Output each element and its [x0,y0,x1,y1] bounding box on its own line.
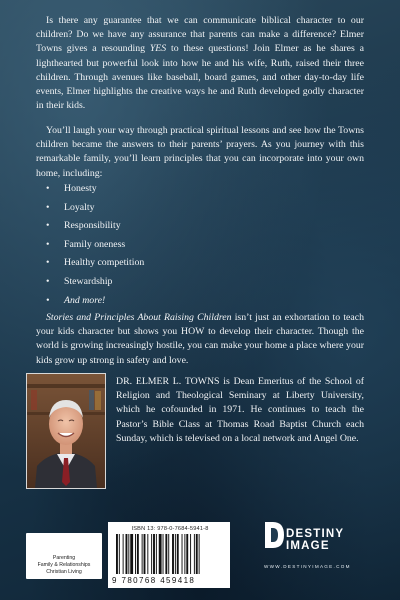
principle-item: • And more! [46,292,346,311]
barcode-bar [126,534,128,574]
principle-item: • Honesty [46,180,346,199]
barcode-bar [116,534,118,574]
barcode-bar [177,534,179,574]
publisher-name-line: IMAGE [286,540,330,552]
barcode-bar [135,534,136,574]
barcode-bar [182,534,183,574]
barcode-bar [186,534,188,574]
category-line: Family & Relationships [37,561,91,568]
barcode-bar [163,534,164,574]
barcode-bar [147,534,148,574]
barcode-panel [108,522,230,588]
barcode-bar [156,534,157,574]
book-title: Stories and Principles About Raising Children [46,312,232,323]
publisher-d-icon [262,516,286,556]
second-paragraph: You’ll laugh your way through practical spiritual lessons and see how the Towns children became the answers to their parents’ prayers. As you journey with this remarkable family, you’ll learn principles that you can incorporate into your own home, including: [36,125,364,179]
barcode-bar [130,534,133,574]
publisher-name [286,528,344,552]
author-photo [26,373,106,489]
author-portrait-image [27,374,105,488]
principles-list [46,180,346,310]
barcode-bar [151,534,152,574]
barcode-bar [165,534,167,574]
barcode-bar [142,534,143,574]
principle-item: • Loyalty [46,199,346,218]
barcode-bar [168,534,169,574]
intro-paragraph [36,14,364,113]
barcode-bar [144,534,146,574]
barcode-bar [137,534,139,574]
barcode-bar [159,534,162,574]
closing-text: isn’t just an exhortation to teach your kids character but shows you HOW to develop their character. Though the world is growing increasingly hostile, you can make your home a place where your kids grow up strong in safety and love. [36,312,364,366]
barcode-bar [123,534,124,574]
barcode-bar [194,534,195,574]
publisher-url: WWW.DESTINYIMAGE.COM [264,564,351,569]
principle-item: • Healthy competition [46,254,346,273]
author-bio: DR. ELMER L. TOWNS is Dean Emeritus of the School of Religion and Theological Seminary at Liberty University, which he cofounded in 1971. He continues to teach the Pastor’s Bible Class at Thomas Road Baptist Church each Sunday, which is televised on a local network and Angel One. [116,376,364,444]
principle-item: • Stewardship [46,273,346,292]
publisher-logo [262,516,374,586]
barcode-bar [184,534,185,574]
barcode-bar [196,534,198,574]
category-line: Parenting [52,555,76,561]
barcode-bar [190,534,191,574]
barcode-bar [175,534,176,574]
barcode-bar [128,534,129,574]
intro-emphasis: YES [149,43,167,55]
barcode-bar [119,534,120,574]
intro-text-end: to these questions! Join Elmer as he shares a lighthearted but powerful look into how he and his wife, Ruth, raised their three children. Through avenues like baseball, board games, and other day-to-day life events, Elmer highlights the creative ways he and Ruth developed godly character in their kids. [36,43,364,112]
closing-paragraph [36,311,364,368]
barcode-bar [153,534,155,574]
isbn-digits: 9 780768 459418 [112,576,196,585]
category-line: Christian Living [46,568,82,575]
barcode-bar [172,534,174,574]
barcode-bar [199,534,200,574]
barcode-image [114,534,224,576]
publisher-name-line: DESTINY [286,528,345,540]
isbn-label: ISBN 13: 978-0-7684-5941-8 [131,526,209,532]
intro-text-start: Is there any guarantee that we can communicate biblical character to our children? Do we have any assurance that parents can make a difference? Elmer Towns gives a resounding [36,15,364,55]
category-label [26,533,102,579]
category-lines [30,555,98,575]
principle-item: • Family oneness [46,236,346,255]
principle-item: • Responsibility [46,217,346,236]
